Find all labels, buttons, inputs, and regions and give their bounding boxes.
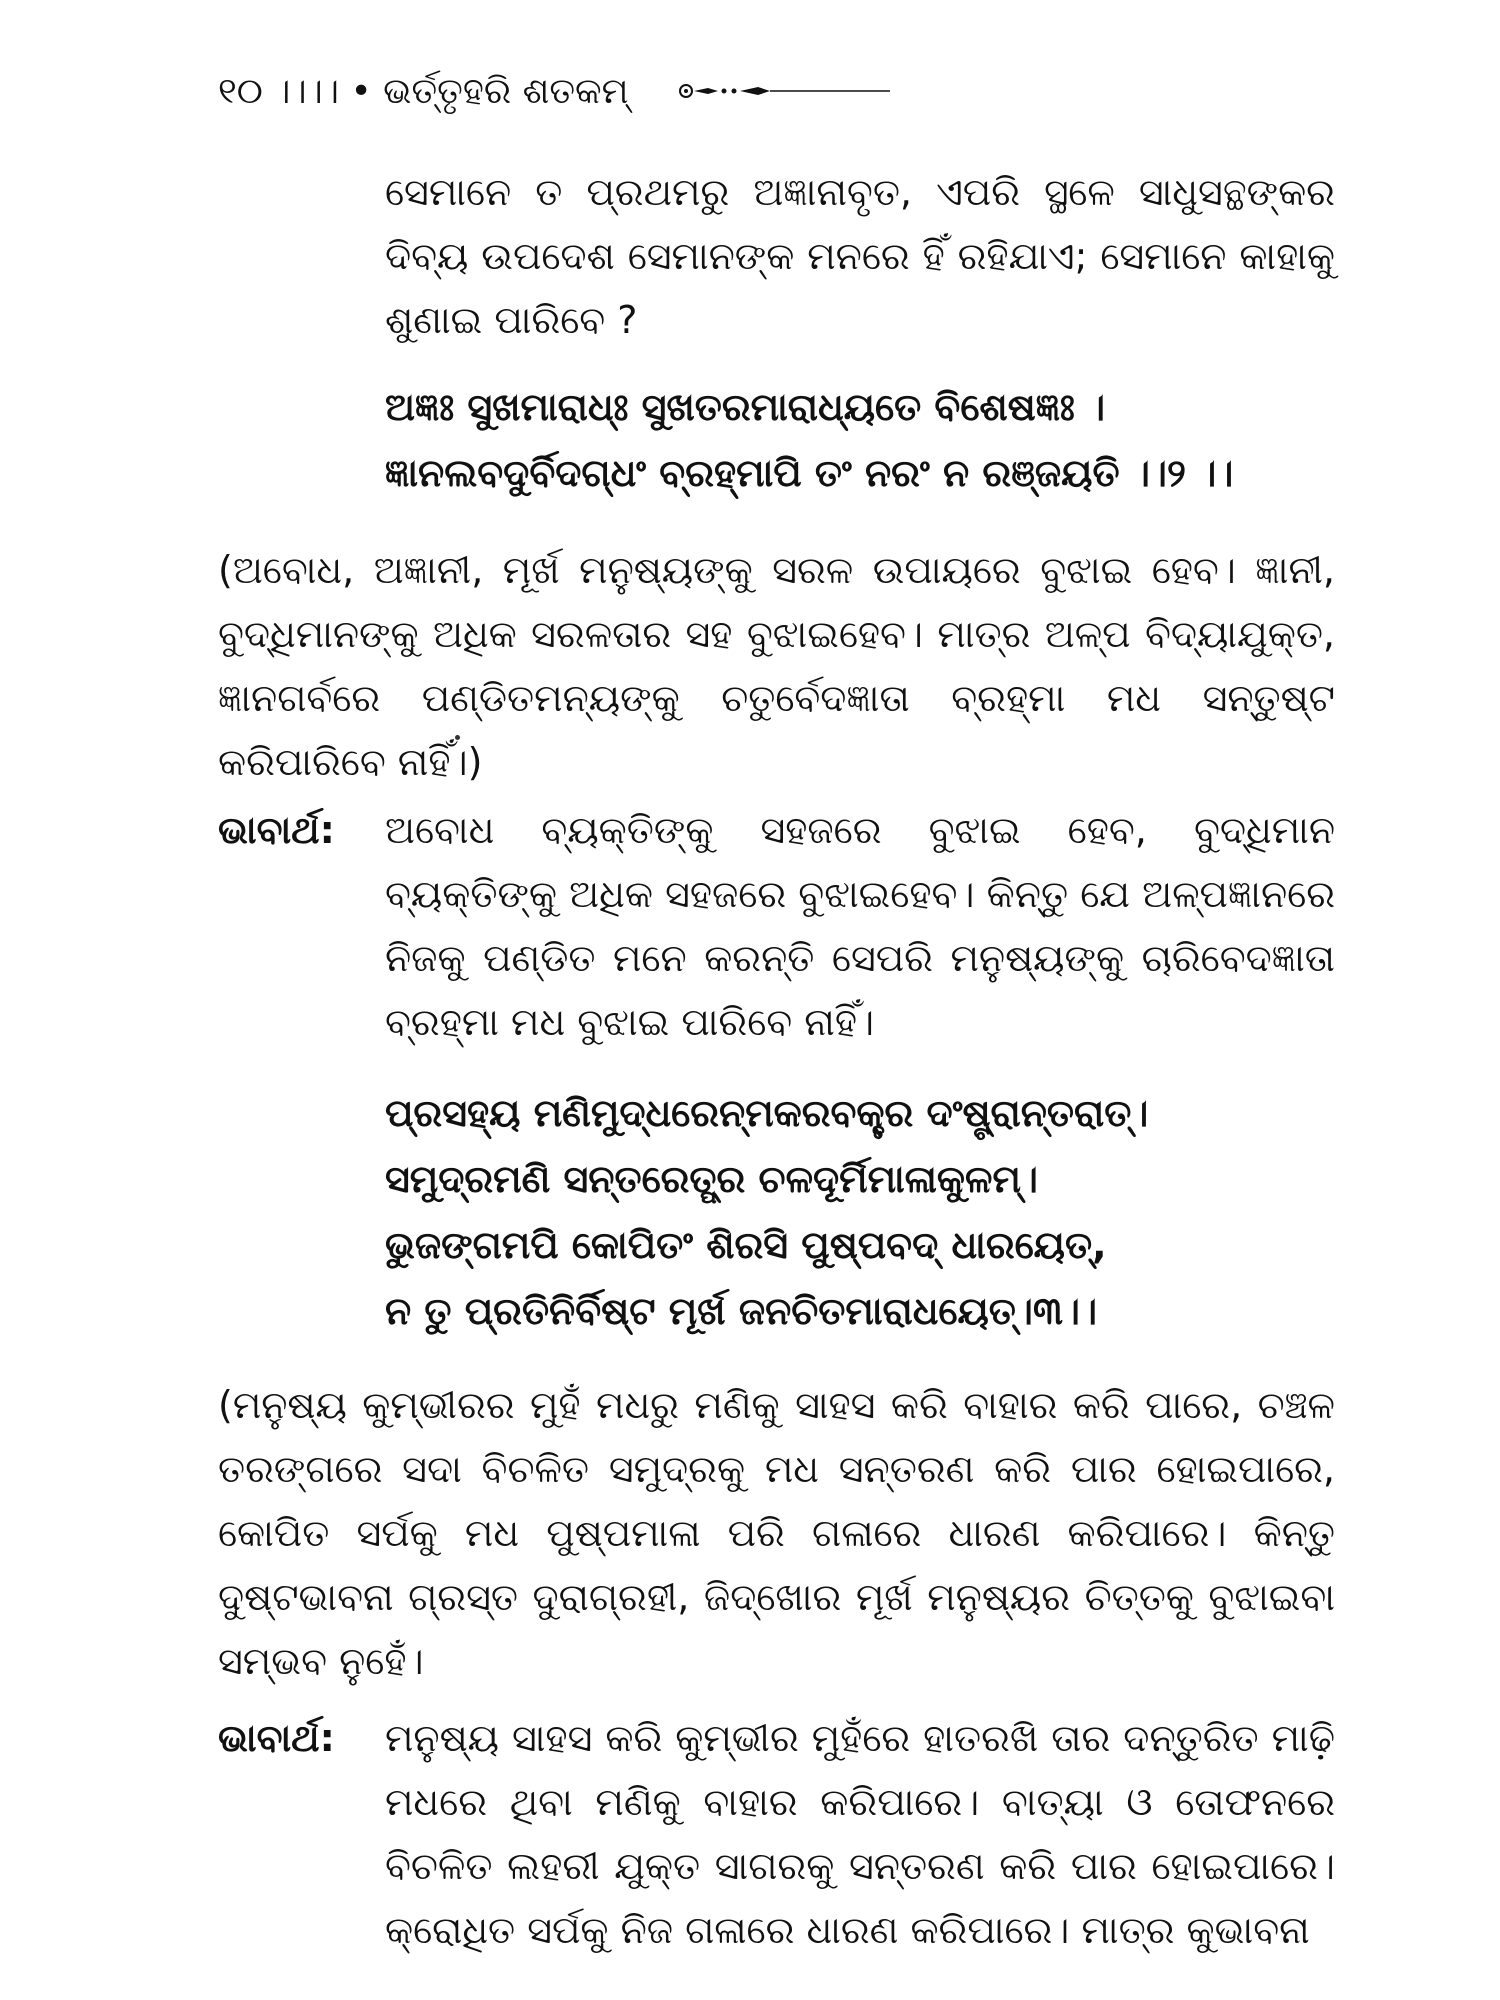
header-ornament [678,80,893,102]
translation-3: (ମନୁଷ୍ୟ କୁମ୍ଭୀରର ମୁହଁ ମଧରୁ ମଣିକୁ ସାହସ କରି ବାହାର କରି ପାରେ, ଚଞ୍ଚଳ ତରଙ୍ଗରେ ସଦା ବିଚଳିତ ସମୁଦ୍ରକୁ ମଧ ସନ୍ତରଣ କରି ପାର ହୋଇପାରେ, କୋପିତ ସର୍ପକୁ ମଧ ପୁଷ୍ପମାଳା ପରି ଗଳାରେ ଧାରଣ କରିପାରେ। କିନ୍ତୁ ଦୁଷ୍ଟଭାବନା ଗ୍ରସ୍ତ ଦୁରାଗ୍ରହୀ, ଜିଦ୍‌ଖୋର ମୂର୍ଖ ମନୁଷ୍ୟର ଚିତ୍ତକୁ ବୁଝାଇବା ସମ୍ଭବ ନୁହେଁ। [218,1383,1335,1683]
verse-2-line: ଅଜ୍ଞଃ ସୁଖମାରାଧ୍ଃ ସୁଖତରମାରାଧ୍ୟତେ ବିଶେଷଜ୍ଞଃ । [385,385,1106,429]
meaning-label: ଭାବାର୍ଥ: [218,1716,335,1760]
verse-3-line: ପ୍ରସହ୍ୟ ମଣିମୁଦ୍ଧରେନ୍ମକରବକ୍ତ୍ର ଦଂଷ୍ଟ୍ରାନ୍ତରାତ୍। [385,1091,1149,1135]
verse-3-line: ନ ତୁ ପ୍ରତିନିର୍ବିଷ୍ଟ ମୂର୍ଖ ଜନଚିତମାରାଧୟେତ୍।୩।। [385,1289,1098,1333]
running-header: ୧୦ ।।।। • ଭର୍ତ୍ତୃହରି ଶତକମ୍ [218,71,629,112]
verse-3-line: ସମୁଦ୍ରମଣି ସନ୍ତରେତ୍ପ୍ର ଚଳଦୂର୍ମିମାଳାକୁଳମ୍। [385,1157,1038,1201]
verse-3-line: ଭୁଜଙ୍ଗମପି କୋପିତଂ ଶିରସି ପୁଷ୍ପବଦ୍ ଧାରୟେତ୍, [385,1223,1107,1267]
verse-2 [385,374,1233,506]
translation-2: (ଅବୋଧ, ଅଜ୍ଞାନୀ, ମୂର୍ଖ ମନୁଷ୍ୟଙ୍କୁ ସରଳ ଉପାୟରେ ବୁଝାଇ ହେବ। ଜ୍ଞାନୀ, ବୁଦ୍ଧିମାନଙ୍କୁ ଅଧିକ ସରଳତାର ସହ ବୁଝାଇହେବ। ମାତ୍ର ଅଳ୍ପ ବିଦ୍ୟାଯୁକ୍ତ, ଜ୍ଞାନଗର୍ବରେ ପଣ୍ଡିତମନ୍ୟଙ୍କୁ ଚତୁର୍ବେଦଜ୍ଞାତା ବ୍ରହ୍ମା ମଧ ସନ୍ତୁଷ୍ଟ କରିପାରିବେ ନାହିଁ।) [218,548,1335,784]
verse-3 [385,1080,1148,1344]
meaning-text: ଅବୋଧ ବ୍ୟକ୍ତିଙ୍କୁ ସହଜରେ ବୁଝାଇ ହେବ, ବୁଦ୍ଧିମାନ ବ୍ୟକ୍ତିଙ୍କୁ ଅଧିକ ସହଜରେ ବୁଝାଇହେବ। କିନ୍ତୁ ଯେ ଅଳ୍ପଜ୍ଞାନରେ ନିଜକୁ ପଣ୍ଡିତ ମନେ କରନ୍ତି ସେପରି ମନୁଷ୍ୟଙ୍କୁ ଚାରିବେଦଜ୍ଞାତା ବ୍ରହ୍ମା ମଧ ବୁଝାଇ ପାରିବେ ନାହିଁ। [385,808,1335,1044]
intro-paragraph: ସେମାନେ ତ ପ୍ରଥମରୁ ଅଜ୍ଞାନାବୃତ, ଏପରି ସ୍ଥଳେ ସାଧୁସନ୍ଥଙ୍କର ଦିବ୍ୟ ଉପଦେଶ ସେମାନଙ୍କ ମନରେ ହିଁ ରହିଯାଏ; ସେମାନେ କାହାକୁ ଶୁଣାଇ ପାରିବେ ? [385,170,1335,342]
meaning-label: ଭାବାର୍ଥ: [218,808,335,852]
meaning-text: ମନୁଷ୍ୟ ସାହସ କରି କୁମ୍ଭୀର ମୁହଁରେ ହାତରଖି ତାର ଦନ୍ତୁରିତ ମାଢ଼ି ମଧରେ ଥିବା ମଣିକୁ ବାହାର କରିପାରେ। ବାତ୍ୟା ଓ ତୋଫନରେ ବିଚଳିତ ଲହରୀ ଯୁକ୍ତ ସାଗରକୁ ସନ୍ତରଣ କରି ପାର ହୋଇପାରେ। କ୍ରୋଧିତ ସର୍ପକୁ ନିଜ ଗଳାରେ ଧାରଣ କରିପାରେ। ମାତ୍ର କୁଭାବନା [385,1716,1335,1952]
verse-2-line: ଜ୍ଞାନଲବଦୁର୍ବିଦଗ୍ଧଂ ବ୍ରହ୍ମାପି ତଂ ନରଂ ନ ରଞ୍ଜୟତି ।।୨ ।। [385,451,1234,495]
print-speck [455,735,460,740]
